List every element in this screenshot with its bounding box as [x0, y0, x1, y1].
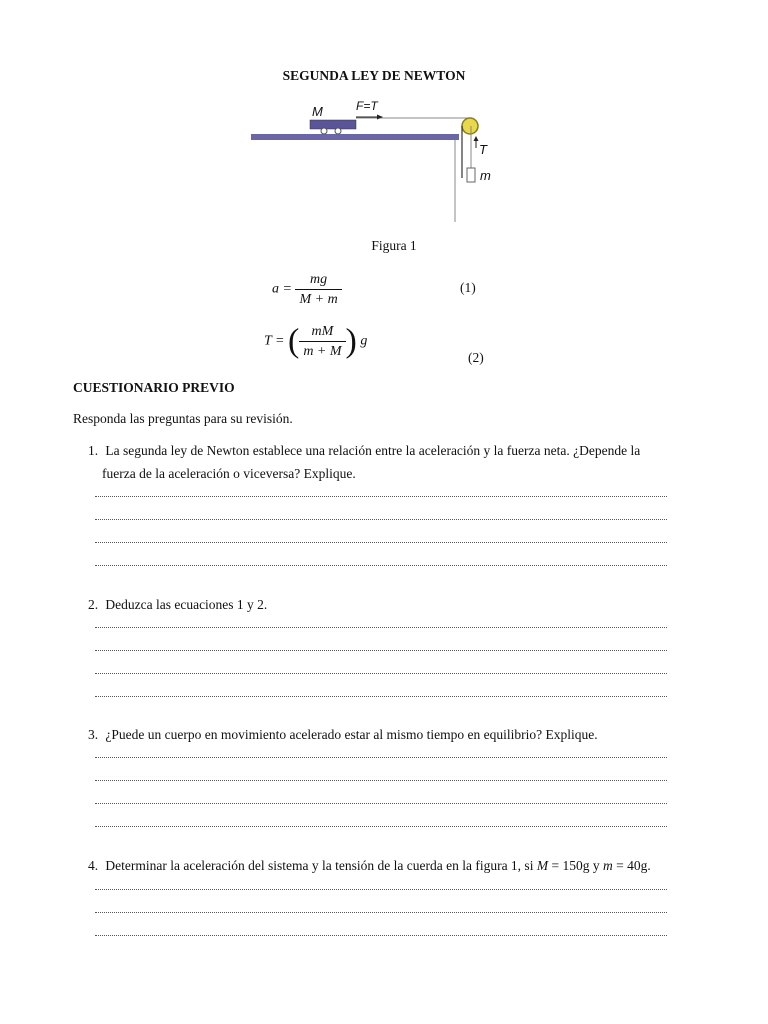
answer-line[interactable]: [95, 803, 667, 805]
question-number: 3.: [88, 727, 99, 742]
question-number: 1.: [88, 443, 99, 458]
eq2-lhs: T =: [264, 333, 285, 349]
figure-caption: Figura 1: [371, 238, 417, 253]
answer-line[interactable]: [95, 650, 667, 652]
question-4: [88, 854, 708, 877]
intro-text: Responda las preguntas para su revisión.: [73, 411, 293, 426]
equation-1-number: (1): [460, 280, 476, 295]
question-number: 2.: [88, 597, 99, 612]
label-force: F=T: [356, 99, 378, 113]
equation-2: T = ( $\frac{mM}{m + M}$ ) g: [264, 322, 368, 360]
equation-1: [272, 270, 342, 309]
cart-wheel: [335, 128, 341, 134]
question-text: Deduzca las ecuaciones 1 y 2.: [105, 597, 268, 612]
answer-line[interactable]: [95, 496, 667, 498]
answer-line[interactable]: [95, 696, 667, 698]
eq1-denominator: M + m: [299, 292, 338, 307]
question-1: [88, 439, 688, 485]
eq1-lhs: a =: [272, 281, 292, 297]
answer-line[interactable]: [95, 826, 667, 828]
var-M: M: [536, 858, 549, 873]
label-tension: T: [479, 142, 487, 157]
answer-line[interactable]: [95, 673, 667, 675]
table-surface: [251, 134, 459, 140]
answer-line[interactable]: [95, 935, 667, 937]
eq1-fraction: [295, 270, 341, 309]
hanging-mass: [467, 168, 475, 182]
value-m: = 40g.: [612, 858, 651, 873]
pulley: [462, 118, 478, 134]
question-3: [88, 723, 688, 746]
figure-1-diagram: [250, 96, 500, 226]
equation-2-number: (2): [468, 350, 484, 365]
answer-line[interactable]: [95, 757, 667, 759]
question-2: [88, 593, 688, 616]
answer-line[interactable]: [95, 780, 667, 782]
eq2-numerator: mM: [299, 322, 345, 342]
question-text: ¿Puede un cuerpo en movimiento acelerado estar al mismo tiempo en equilibrio? Explique.: [105, 727, 598, 742]
answer-line[interactable]: [95, 889, 667, 891]
question-text: Determinar la aceleración del sistema y la tensión de la cuerda en la figura 1, si: [105, 858, 537, 873]
question-text-continued: fuerza de la aceleración o viceversa? Explique.: [102, 466, 356, 481]
eq1-numerator: mg: [295, 270, 341, 290]
answer-line[interactable]: [95, 912, 667, 914]
section-title: CUESTIONARIO PREVIO: [73, 380, 235, 395]
var-m: m: [602, 858, 613, 873]
answer-line[interactable]: [95, 565, 667, 567]
answer-line[interactable]: [95, 542, 667, 544]
eq2-denominator: m + M: [303, 344, 342, 359]
value-M: = 150g y: [548, 858, 603, 873]
eq2-factor: g: [360, 333, 368, 349]
label-m: m: [480, 168, 491, 183]
document-title: SEGUNDA LEY DE NEWTON: [282, 68, 466, 83]
cart-block: [310, 120, 356, 129]
question-text: La segunda ley de Newton establece una relación entre la aceleración y la fuerza neta. ¿Depende la: [105, 443, 641, 458]
cart-wheel: [321, 128, 327, 134]
eq2-fraction: [299, 322, 345, 361]
label-M: M: [312, 104, 323, 119]
answer-line[interactable]: [95, 519, 667, 521]
answer-line[interactable]: [95, 627, 667, 629]
question-number: 4.: [88, 858, 99, 873]
